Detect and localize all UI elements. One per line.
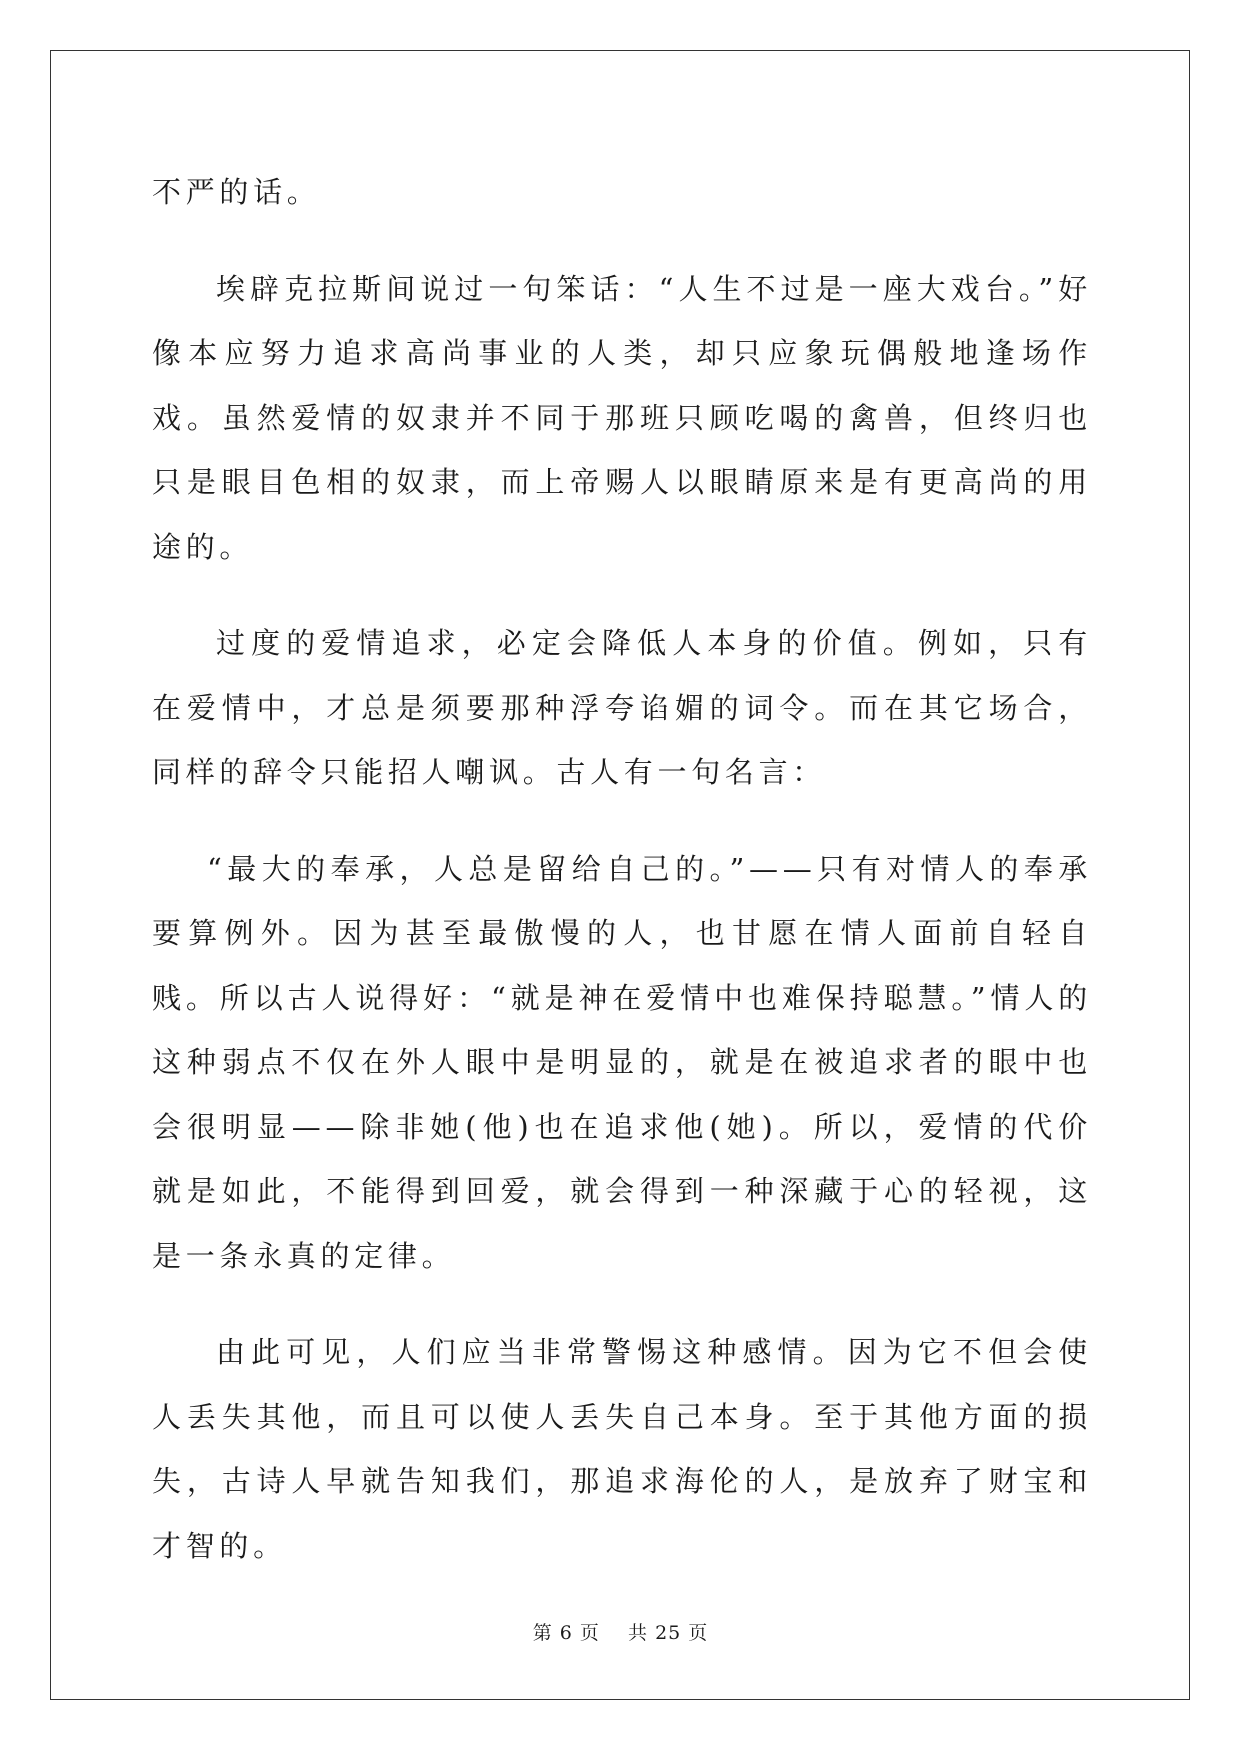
document-body: [152, 160, 1092, 1578]
paragraph-3: 过度的爱情追求，必定会降低人本身的价值。例如，只有在爱情中，才总是须要那种浮夸谄媚的词令。而在其它场合，同样的辞令只能招人嘲讽。古人有一句名言：: [152, 626, 1092, 789]
paragraph-5: 由此可见，人们应当非常警惕这种感情。因为它不但会使人丢失其他，而且可以使人丢失自己本身。至于其他方面的损失，古诗人早就告知我们，那追求海伦的人，是放弃了财宝和才智的。: [152, 1335, 1092, 1563]
page-footer: [0, 1618, 1241, 1645]
paragraph-1: 不严的话。: [152, 175, 321, 209]
paragraph-4: “最大的奉承，人总是留给自己的。”——只有对情人的奉承要算例外。因为甚至最傲慢的人，也甘愿在情人面前自轻自贱。所以古人说得好：“就是神在爱情中也难保持聪慧。”情人的这种弱点不仅在外人眼中是明显的，就是在被追求者的眼中也会很明显——除非她(他)也在追求他(她)。所以，爱情的代价就是如此，不能得到回爱，就会得到一种深藏于心的轻视，这是一条永真的定律。: [152, 851, 1092, 1273]
page-total: 共 25 页: [628, 1622, 709, 1644]
page-number: 第 6 页: [532, 1622, 600, 1644]
paragraph-2: 埃辟克拉斯间说过一句笨话：“人生不过是一座大戏台。”好像本应努力追求高尚事业的人类，却只应象玩偶般地逢场作戏。虽然爱情的奴隶并不同于那班只顾吃喝的禽兽，但终归也只是眼目色相的奴隶，而上帝赐人以眼睛原来是有更高尚的用途的。: [152, 271, 1092, 564]
